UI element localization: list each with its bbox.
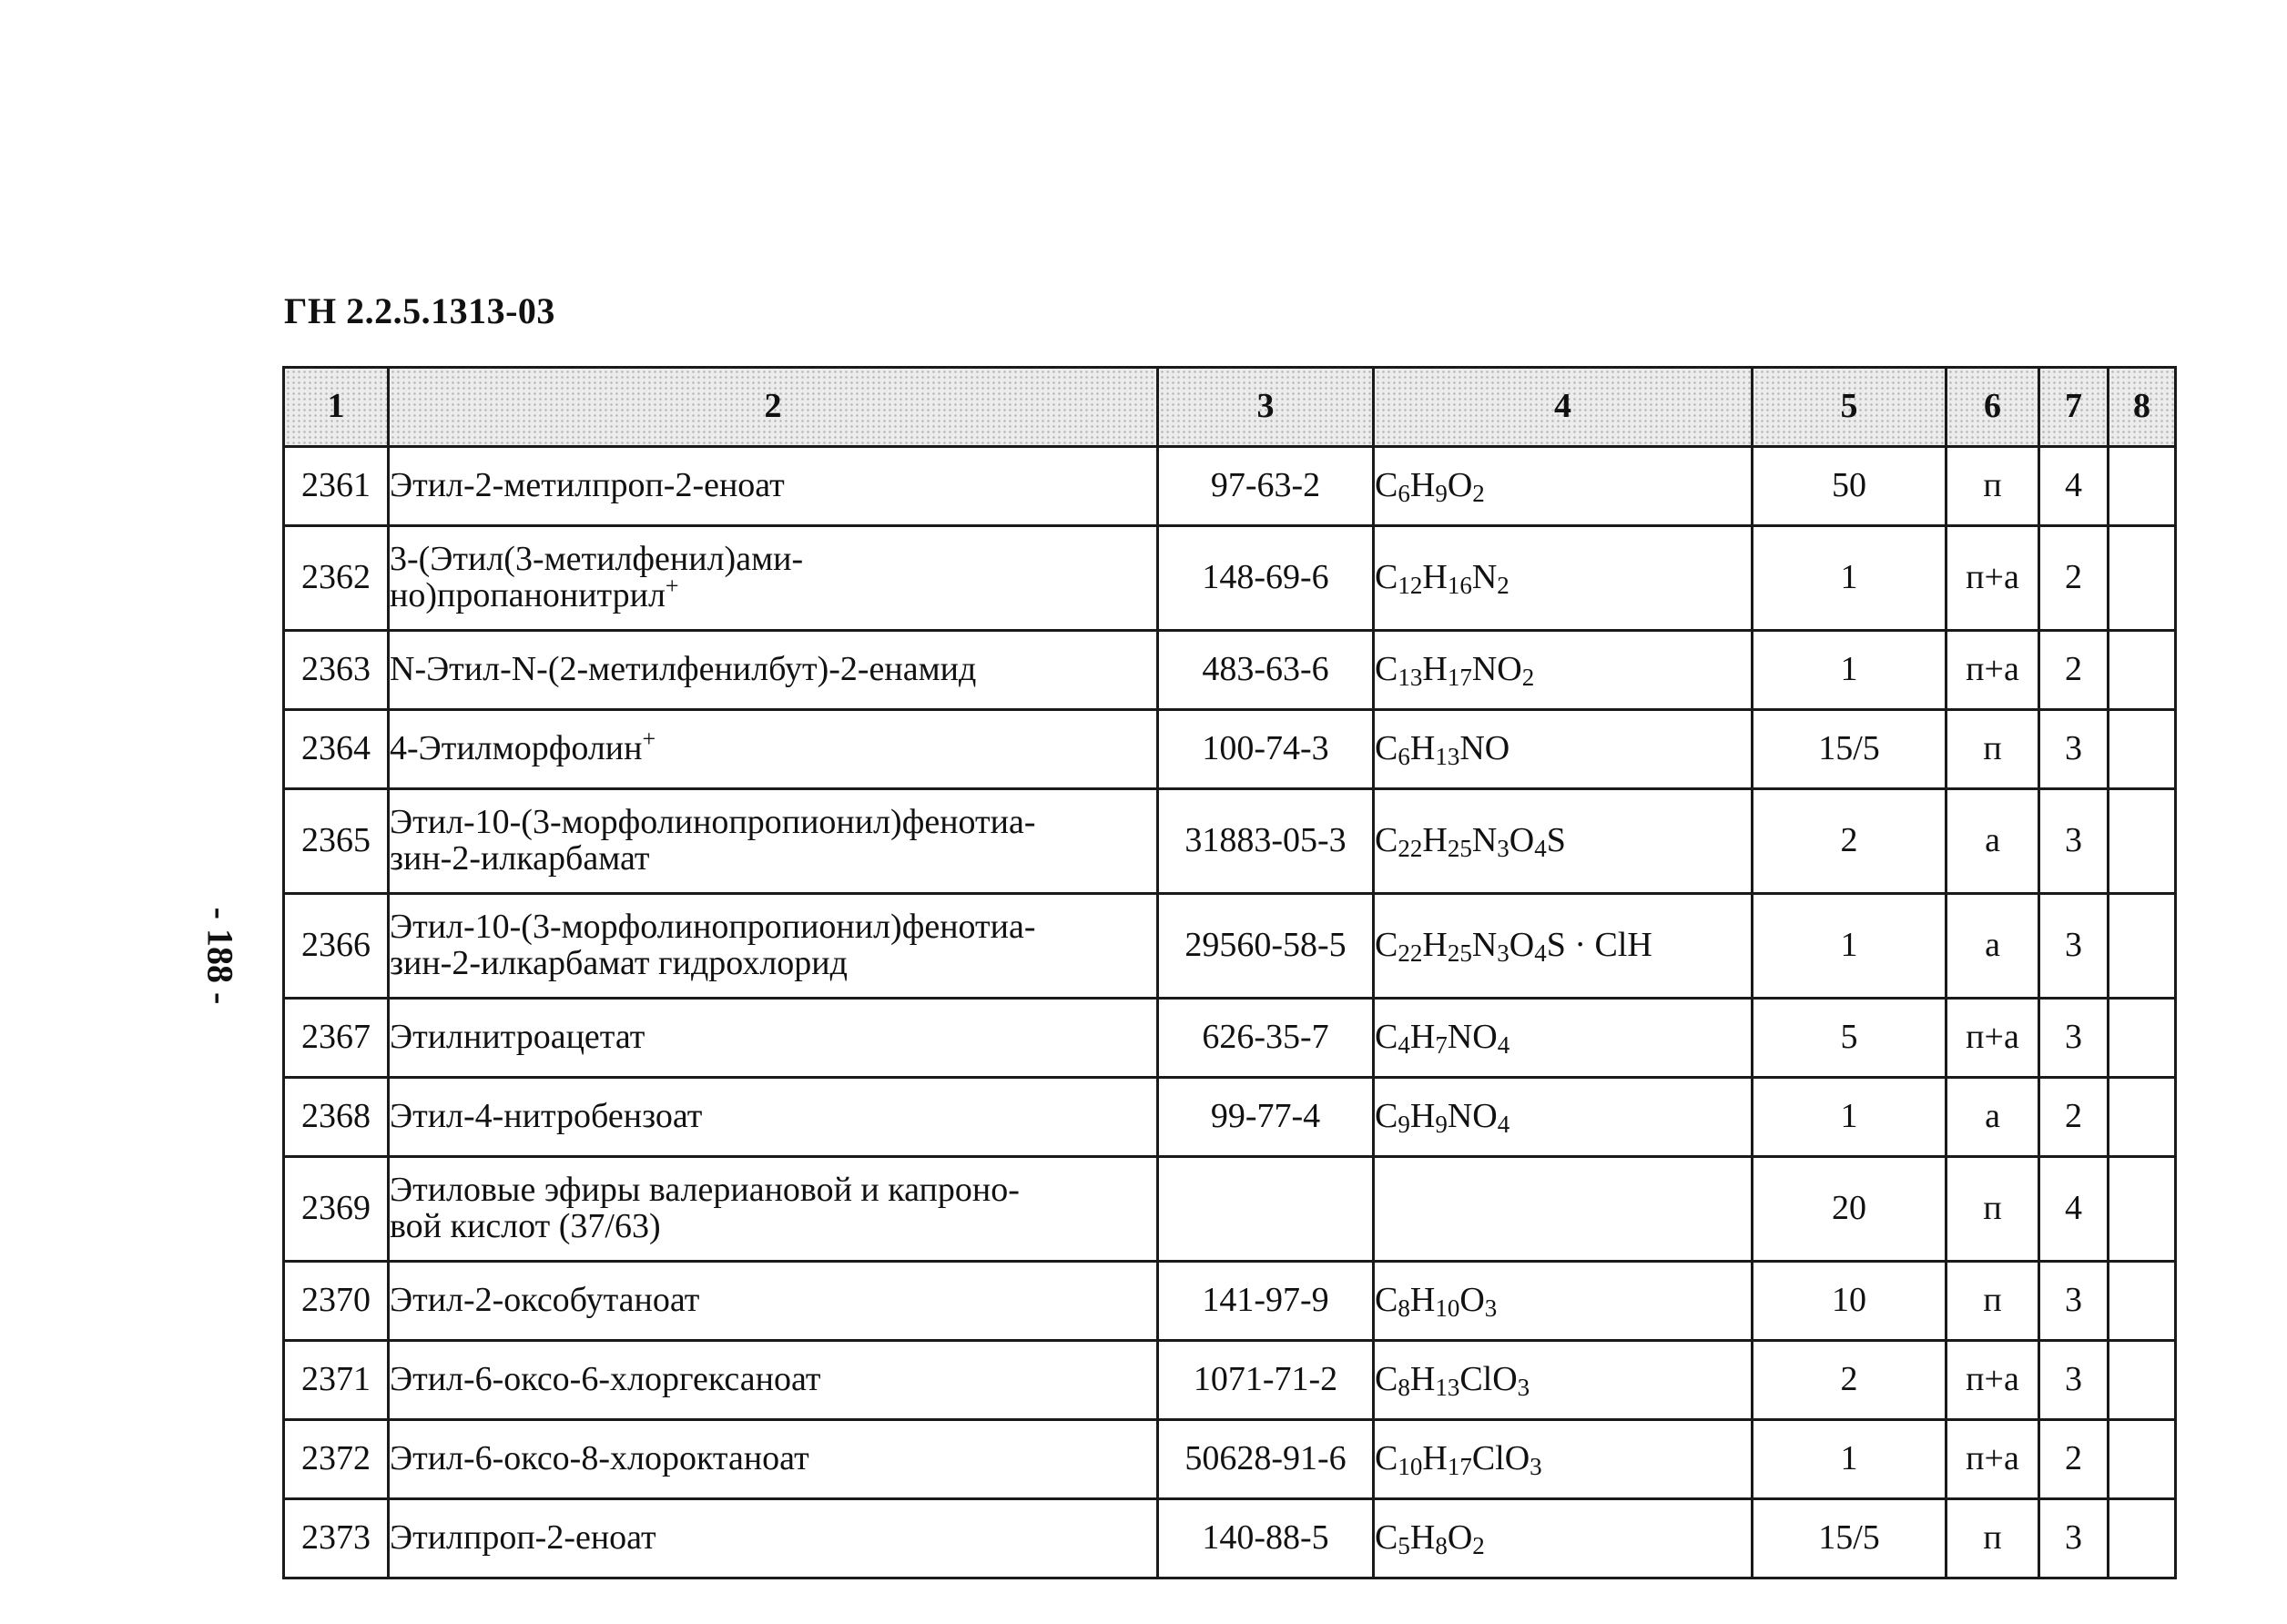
substance-name-cell: Этил-10-(3-морфолинопропионил)фенотиа- зин-2-илкарбамат bbox=[389, 789, 1158, 894]
notes-cell bbox=[2109, 526, 2176, 631]
limit-value-cell: 10 bbox=[1753, 1262, 1946, 1341]
limit-value-cell: 1 bbox=[1753, 894, 1946, 999]
cas-number-cell: 148-69-6 bbox=[1158, 526, 1374, 631]
notes-cell bbox=[2109, 710, 2176, 789]
substance-name-cell: Этил-2-оксобутаноат bbox=[389, 1262, 1158, 1341]
row-number-cell: 2364 bbox=[284, 710, 389, 789]
substance-name-cell: Этил-2-метилпроп-2-еноат bbox=[389, 447, 1158, 526]
row-number-cell: 2372 bbox=[284, 1420, 389, 1499]
row-number-cell: 2362 bbox=[284, 526, 389, 631]
formula-cell: $C_{10}H_{17}ClO_3$ bbox=[1374, 1420, 1753, 1499]
table-row bbox=[284, 1420, 2176, 1499]
row-number-cell: 2369 bbox=[284, 1157, 389, 1262]
table-row bbox=[284, 1341, 2176, 1420]
notes-cell bbox=[2109, 1420, 2176, 1499]
table-row bbox=[284, 1499, 2176, 1578]
column-header-1: 1 bbox=[284, 368, 389, 447]
aggregate-state-cell: а bbox=[1946, 789, 2039, 894]
table-row bbox=[284, 526, 2176, 631]
hazard-class-cell: 3 bbox=[2039, 1499, 2109, 1578]
table-row bbox=[284, 1157, 2176, 1262]
substance-name-cell: 4-Этилморфолин+ bbox=[389, 710, 1158, 789]
formula-cell bbox=[1374, 1157, 1753, 1262]
limit-value-cell: 20 bbox=[1753, 1157, 1946, 1262]
limit-value-cell: 15/5 bbox=[1753, 1499, 1946, 1578]
substance-name-cell: Этил-10-(3-морфолинопропионил)фенотиа- зин-2-илкарбамат гидрохлорид bbox=[389, 894, 1158, 999]
formula-cell: $C_8H_{13}ClO_3$ bbox=[1374, 1341, 1753, 1420]
aggregate-state-cell: п+а bbox=[1946, 526, 2039, 631]
limit-value-cell: 5 bbox=[1753, 999, 1946, 1078]
aggregate-state-cell: п+а bbox=[1946, 631, 2039, 710]
cas-number-cell: 141-97-9 bbox=[1158, 1262, 1374, 1341]
aggregate-state-cell: п bbox=[1946, 1499, 2039, 1578]
cas-number-cell: 99-77-4 bbox=[1158, 1078, 1374, 1157]
notes-cell bbox=[2109, 1078, 2176, 1157]
notes-cell bbox=[2109, 789, 2176, 894]
cas-number-cell: 97-63-2 bbox=[1158, 447, 1374, 526]
hazard-class-cell: 2 bbox=[2039, 1078, 2109, 1157]
aggregate-state-cell: п+а bbox=[1946, 999, 2039, 1078]
hazard-class-cell: 3 bbox=[2039, 710, 2109, 789]
cas-number-cell: 483-63-6 bbox=[1158, 631, 1374, 710]
limit-value-cell: 1 bbox=[1753, 1420, 1946, 1499]
limit-value-cell: 2 bbox=[1753, 1341, 1946, 1420]
column-header-3: 3 bbox=[1158, 368, 1374, 447]
row-number-cell: 2363 bbox=[284, 631, 389, 710]
hazard-class-cell: 3 bbox=[2039, 1341, 2109, 1420]
aggregate-state-cell: а bbox=[1946, 894, 2039, 999]
cas-number-cell bbox=[1158, 1157, 1374, 1262]
hazard-class-cell: 2 bbox=[2039, 526, 2109, 631]
row-number-cell: 2367 bbox=[284, 999, 389, 1078]
notes-cell bbox=[2109, 999, 2176, 1078]
table-row bbox=[284, 631, 2176, 710]
formula-cell: $C_{22}H_{25}N_3O_4S$ · ClH bbox=[1374, 894, 1753, 999]
column-header-5: 5 bbox=[1753, 368, 1946, 447]
notes-cell bbox=[2109, 1499, 2176, 1578]
hygienic-norms-table bbox=[282, 366, 2177, 1579]
column-header-8: 8 bbox=[2109, 368, 2176, 447]
table-row bbox=[284, 1262, 2176, 1341]
substance-name-cell: Этил-4-нитробензоат bbox=[389, 1078, 1158, 1157]
cas-number-cell: 100-74-3 bbox=[1158, 710, 1374, 789]
table-row bbox=[284, 999, 2176, 1078]
aggregate-state-cell: п+а bbox=[1946, 1341, 2039, 1420]
cas-number-cell: 1071-71-2 bbox=[1158, 1341, 1374, 1420]
hazard-class-cell: 3 bbox=[2039, 894, 2109, 999]
notes-cell bbox=[2109, 1341, 2176, 1420]
notes-cell bbox=[2109, 1262, 2176, 1341]
substance-name-cell: N-Этил-N-(2-метилфенилбут)-2-енамид bbox=[389, 631, 1158, 710]
table-row bbox=[284, 710, 2176, 789]
cas-number-cell: 31883-05-3 bbox=[1158, 789, 1374, 894]
hazard-class-cell: 4 bbox=[2039, 447, 2109, 526]
substance-name-cell: Этил-6-оксо-8-хлороктаноат bbox=[389, 1420, 1158, 1499]
column-header-6: 6 bbox=[1946, 368, 2039, 447]
hazard-class-cell: 3 bbox=[2039, 1262, 2109, 1341]
aggregate-state-cell: п bbox=[1946, 1157, 2039, 1262]
table-row bbox=[284, 894, 2176, 999]
limit-value-cell: 1 bbox=[1753, 526, 1946, 631]
row-number-cell: 2366 bbox=[284, 894, 389, 999]
row-number-cell: 2365 bbox=[284, 789, 389, 894]
aggregate-state-cell: п+а bbox=[1946, 1420, 2039, 1499]
formula-cell: $C_6H_9O_2$ bbox=[1374, 447, 1753, 526]
formula-cell: $C_{22}H_{25}N_3O_4S$ bbox=[1374, 789, 1753, 894]
table-row bbox=[284, 447, 2176, 526]
substance-name-cell: Этил-6-оксо-6-хлоргексаноат bbox=[389, 1341, 1158, 1420]
hazard-class-cell: 4 bbox=[2039, 1157, 2109, 1262]
notes-cell bbox=[2109, 1157, 2176, 1262]
aggregate-state-cell: а bbox=[1946, 1078, 2039, 1157]
substance-name-cell: 3-(Этил(3-метилфенил)ами- но)пропанонитрил+ bbox=[389, 526, 1158, 631]
aggregate-state-cell: п bbox=[1946, 1262, 2039, 1341]
row-number-cell: 2370 bbox=[284, 1262, 389, 1341]
row-number-cell: 2371 bbox=[284, 1341, 389, 1420]
formula-cell: $C_5H_8O_2$ bbox=[1374, 1499, 1753, 1578]
table-header-row bbox=[284, 368, 2176, 447]
row-number-cell: 2368 bbox=[284, 1078, 389, 1157]
cas-number-cell: 50628-91-6 bbox=[1158, 1420, 1374, 1499]
formula-cell: $C_{12}H_{16}N_2$ bbox=[1374, 526, 1753, 631]
hazard-class-cell: 2 bbox=[2039, 1420, 2109, 1499]
limit-value-cell: 50 bbox=[1753, 447, 1946, 526]
cas-number-cell: 29560-58-5 bbox=[1158, 894, 1374, 999]
row-number-cell: 2361 bbox=[284, 447, 389, 526]
formula-cell: $C_9H_9NO_4$ bbox=[1374, 1078, 1753, 1157]
limit-value-cell: 2 bbox=[1753, 789, 1946, 894]
hazard-class-cell: 2 bbox=[2039, 631, 2109, 710]
substance-name-cell: Этилнитроацетат bbox=[389, 999, 1158, 1078]
row-number-cell: 2373 bbox=[284, 1499, 389, 1578]
notes-cell bbox=[2109, 894, 2176, 999]
table-row bbox=[284, 789, 2176, 894]
notes-cell bbox=[2109, 631, 2176, 710]
aggregate-state-cell: п bbox=[1946, 710, 2039, 789]
limit-value-cell: 1 bbox=[1753, 1078, 1946, 1157]
hazard-class-cell: 3 bbox=[2039, 789, 2109, 894]
aggregate-state-cell: п bbox=[1946, 447, 2039, 526]
limit-value-cell: 15/5 bbox=[1753, 710, 1946, 789]
formula-cell: $C_{13}H_{17}NO_2$ bbox=[1374, 631, 1753, 710]
formula-cell: $C_8H_{10}O_3$ bbox=[1374, 1262, 1753, 1341]
notes-cell bbox=[2109, 447, 2176, 526]
substance-name-cell: Этиловые эфиры валериановой и капроно- вой кислот (37/63) bbox=[389, 1157, 1158, 1262]
table-row bbox=[284, 1078, 2176, 1157]
table-body bbox=[284, 447, 2176, 1578]
formula-cell: $C_6H_{13}NO$ bbox=[1374, 710, 1753, 789]
cas-number-cell: 140-88-5 bbox=[1158, 1499, 1374, 1578]
column-header-7: 7 bbox=[2039, 368, 2109, 447]
cas-number-cell: 626-35-7 bbox=[1158, 999, 1374, 1078]
limit-value-cell: 1 bbox=[1753, 631, 1946, 710]
substance-name-cell: Этилпроп-2-еноат bbox=[389, 1499, 1158, 1578]
document-code: ГН 2.2.5.1313-03 bbox=[284, 290, 555, 331]
page-number: - 188 - bbox=[199, 907, 241, 1005]
column-header-4: 4 bbox=[1374, 368, 1753, 447]
hazard-class-cell: 3 bbox=[2039, 999, 2109, 1078]
formula-cell: $C_4H_7NO_4$ bbox=[1374, 999, 1753, 1078]
column-header-2: 2 bbox=[389, 368, 1158, 447]
